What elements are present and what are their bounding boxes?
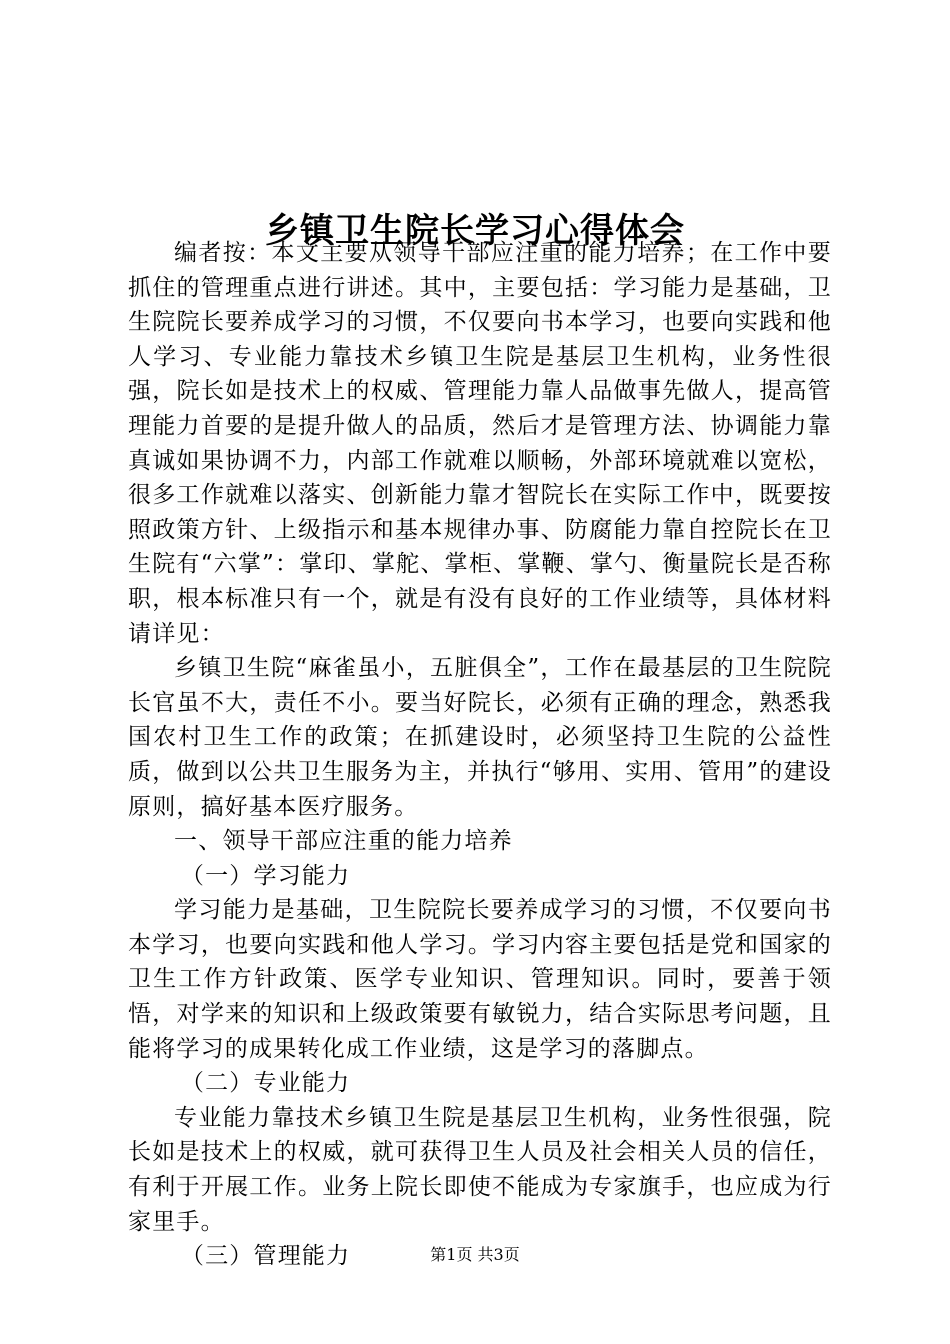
editor-note-paragraph: 编者按：本文主要从领导干部应注重的能力培养；在工作中要抓住的管理重点进行讲述。其中，主要包括：学习能力是基础，卫生院院长要养成学习的习惯，不仅要向书本学习，也要向实践和他人学习、专业能力靠技术乡镇卫生院是基层卫生机构，业务性很强，院长如是技术上的权威、管理能力靠人品做事先做人，提高管理能力首要的是提升做人的品质，然后才是管理方法、协调能力靠真诚如果协调不力，内部工作就难以顺畅，外部环境就难以宽松，很多工作就难以落实、创新能力靠才智院长在实际工作中，既要按照政策方针、上级指示和基本规律办事、防腐能力靠自控院长在卫生院有“六掌”：掌印、掌舵、掌柜、掌鞭、掌勺、衡量院长是否称职，根本标准只有一个，就是有没有良好的工作业绩等，具体材料请详见： — [128, 240, 832, 647]
professional-paragraph: 专业能力靠技术乡镇卫生院是基层卫生机构，业务性很强，院长如是技术上的权威，就可获得卫生人员及社会相关人员的信任，有利于开展工作。业务上院长即使不能成为专家旗手，也应成为行家里手。 — [128, 1104, 832, 1235]
section-heading: 一、领导干部应注重的能力培养 — [174, 828, 513, 855]
page-footer: 第1页 共3页 — [430, 1245, 520, 1264]
document-body — [128, 236, 832, 1274]
learning-paragraph: 学习能力是基础，卫生院院长要养成学习的习惯，不仅要向书本学习，也要向实践和他人学习。学习内容主要包括是党和国家的卫生工作方针政策、医学专业知识、管理知识。同时，要善于领悟，对学来的知识和上级政策要有敏锐力，结合实际思考问题，且能将学习的成果转化成工作业绩，这是学习的落脚点。 — [128, 897, 832, 1062]
document-title: 乡镇卫生院长学习心得体会 — [265, 210, 685, 251]
subsection-heading-learning: （一）学习能力 — [180, 862, 351, 889]
subsection-heading-professional: （二）专业能力 — [180, 1070, 351, 1097]
subsection-heading-management: （三）管理能力 — [180, 1243, 351, 1270]
intro-paragraph: 乡镇卫生院“麻雀虽小，五脏俱全”，工作在最基层的卫生院院长官虽不大，责任不小。要当好院长，必须有正确的理念，熟悉我国农村卫生工作的政策；在抓建设时，必须坚持卫生院的公益性质，做到以公共卫生服务为主，并执行“够用、实用、管用”的建设原则，搞好基本医疗服务。 — [128, 655, 832, 820]
